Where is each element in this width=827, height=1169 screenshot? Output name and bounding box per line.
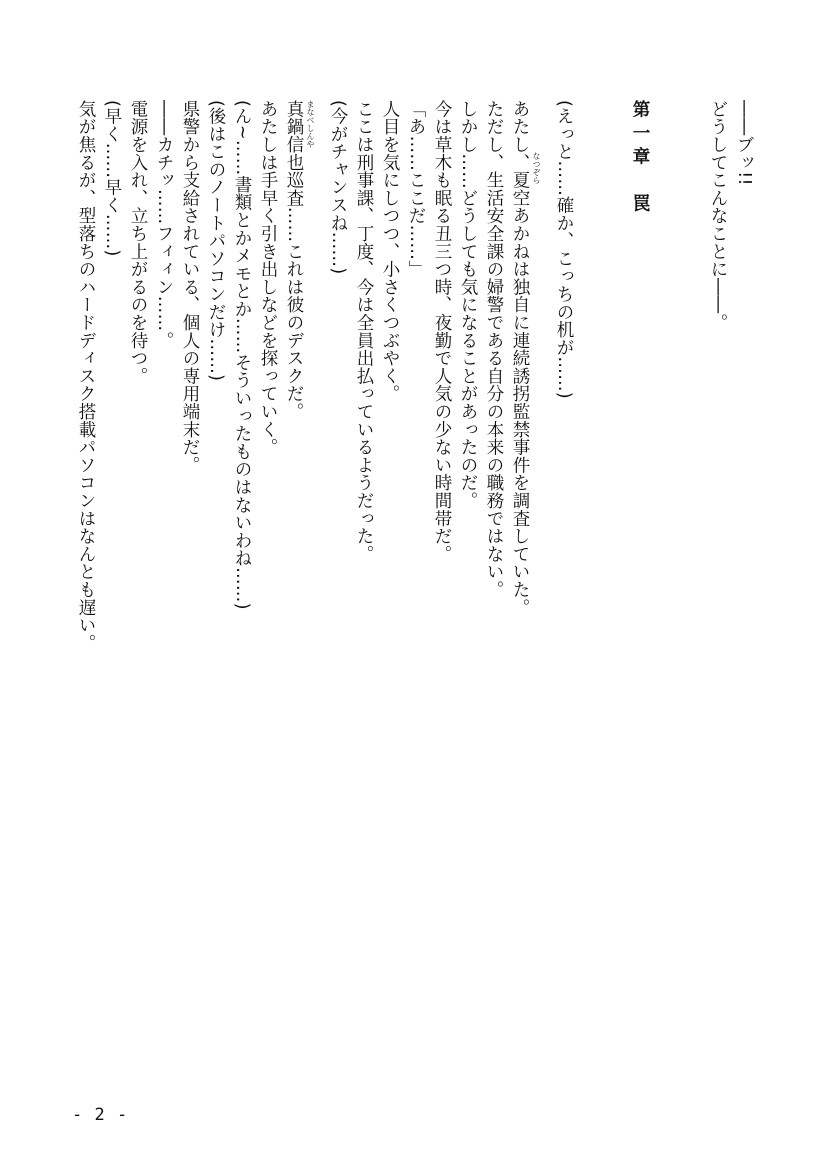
text-line-2: どうしてこんなことに――。	[708, 100, 728, 332]
chapter-heading: 第一章 罠	[630, 100, 650, 218]
text-line-22: (早く……早く……)	[102, 100, 122, 257]
text-line-14: (今がチャンスね……)	[328, 100, 348, 275]
text-line-11: 「あ……ここだ……」	[406, 100, 426, 278]
text-line-12: 人目を気にしつつ、小さくつぶやく。	[380, 100, 400, 403]
text-line-6: (えっと……確か、こっちの机が……)	[554, 100, 574, 400]
text-line-23: 気が焦るが、型落ちのハードディスク搭載パソコンはなんとも遅い。	[76, 100, 96, 652]
ruby-manabe-shinya: まなべしんや	[306, 100, 315, 148]
text-line-17: (ん~……書類とかメモとか……そういったものはないわね……)	[232, 100, 252, 610]
text-line-20: ――カチッ……フィィン……。	[154, 100, 174, 350]
text-line-16: あたしは手早く引き出しなどを探っていく。	[258, 100, 278, 456]
text-line-10: 今は草木も眠る丑三つ時、夜勤で人気の少ない時間帯だ。	[432, 100, 452, 563]
text-line-9: しかし……どうしても気になることがあったのだ。	[458, 100, 478, 510]
text-line-15: 真鍋信也巡査……これは彼のデスクだ。	[284, 100, 304, 421]
text-line-18: (後はこのノートパソコンだけ……)	[206, 100, 226, 382]
text-line-19: 県警から支給されている、個人の専用端末だ。	[180, 100, 200, 474]
text-line-21: 電源を入れ、立ち上がるのを待つ。	[128, 100, 148, 385]
text-line-13: ここは刑事課、丁度、今は全員出払っているようだった。	[354, 100, 374, 563]
page-number: - 2 -	[72, 1105, 129, 1125]
text-line-7: あたし、夏空あかねは独自に連続誘拐監禁事件を調査していた。	[510, 100, 530, 617]
text-line-8: ただし、生活安全課の婦警である自分の本来の職務ではない。	[484, 100, 504, 599]
ruby-natsuzora: なつぞら	[532, 152, 541, 184]
text-line-1: ――ブッ!!	[734, 100, 754, 186]
